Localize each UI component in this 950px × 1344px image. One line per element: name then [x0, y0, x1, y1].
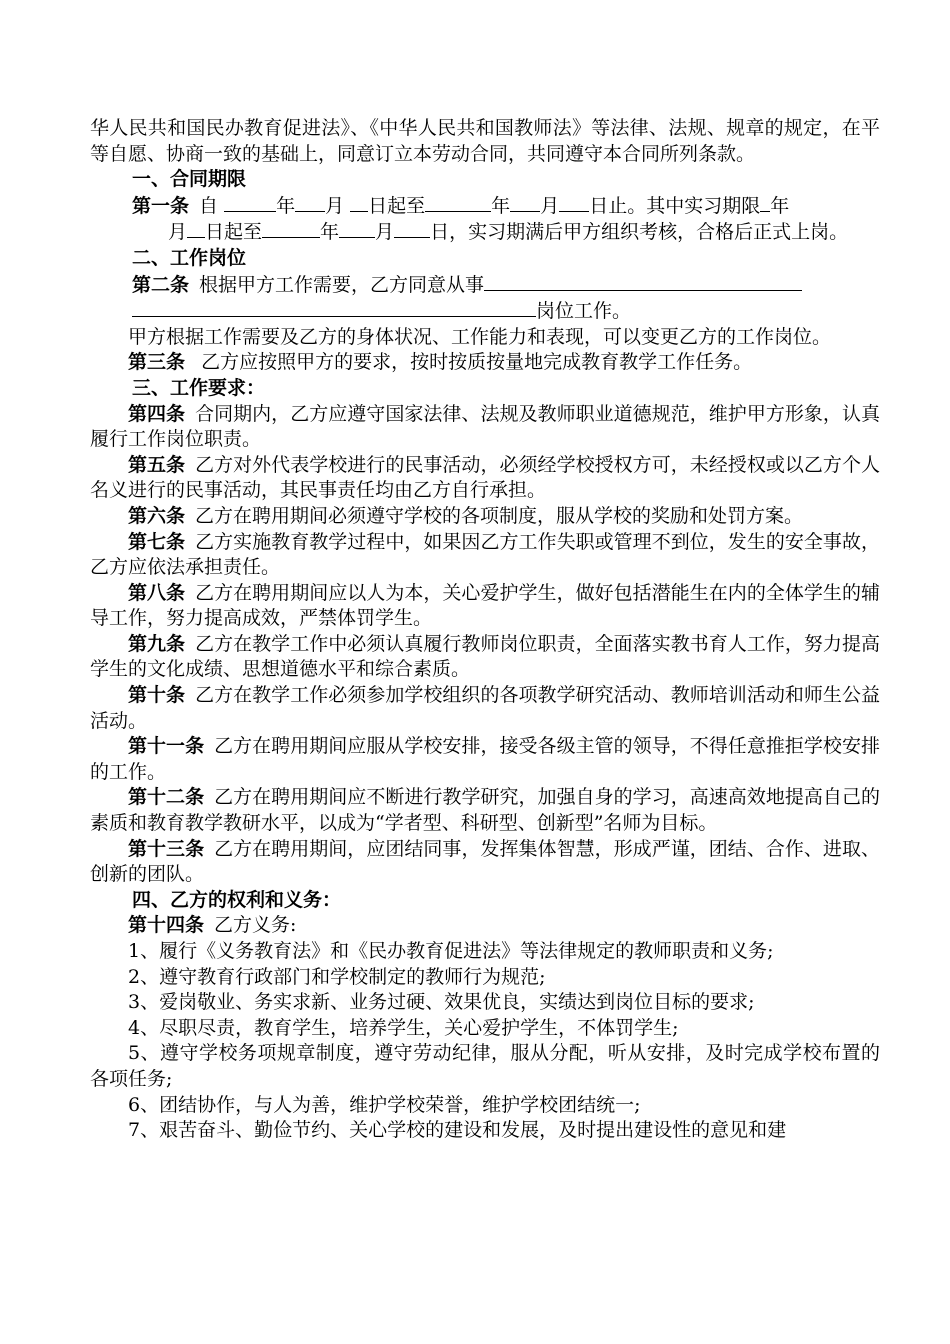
document-page [90, 116, 880, 1144]
article-11-label: 第十一条 [128, 735, 205, 758]
article-13-text: 乙方在聘用期间，应团结同事，发挥集体智慧，形成严谨，团结、合作、进取、创新的团队。 [90, 837, 880, 886]
article-6-text: 乙方在聘用期间必须遵守学校的各项制度，服从学校的奖励和处罚方案。 [195, 504, 804, 527]
duty-item: 2、遵守教育行政部门和学校制定的教师行为规范; [128, 965, 546, 988]
article-1-text-3: 月 [325, 194, 345, 217]
article-2 [90, 272, 880, 325]
article-12-label: 第十二条 [128, 786, 205, 809]
article-1-text-6: 月 [540, 194, 560, 217]
article-3 [90, 350, 880, 376]
article-3-label: 第三条 [128, 351, 186, 374]
article-2-label: 第二条 [132, 273, 190, 296]
duty-item: 7、艰苦奋斗、勤俭节约、关心学校的建设和发展，及时提出建设性的意见和建 [128, 1119, 787, 1142]
article-13-label: 第十三条 [128, 837, 205, 860]
duty-item: 3、爱岗敬业、务实求新、业务过硬、效果优良，实绩达到岗位目标的要求; [128, 991, 755, 1014]
article-9 [90, 632, 880, 683]
blank-end-year[interactable] [425, 193, 491, 212]
article-1-text-1: 自 [199, 194, 219, 217]
blank-start-month[interactable] [295, 193, 325, 212]
duty-item: 1、履行《义务教育法》和《民办教育促进法》等法律规定的教师职责和义务; [128, 940, 774, 962]
article-5-text: 乙方对外代表学校进行的民事活动，必须经学校授权方可，未经授权或以乙方个人名义进行的民事活动，其民事责任均由乙方自行承担。 [90, 453, 880, 502]
article-7 [90, 530, 880, 581]
article-1-text-8: 年 [770, 194, 790, 217]
article-4-text: 合同期内，乙方应遵守国家法律、法规及教师职业道德规范，维护甲方形象，认真履行工作岗位职责。 [90, 402, 880, 451]
article-10 [90, 683, 880, 734]
article-5 [90, 453, 880, 504]
article-13 [90, 837, 880, 888]
article-10-label: 第十条 [128, 684, 186, 707]
duty-item: 4、尽职尽责，教育学生，培养学生，关心爱护学生，不体罚学生; [128, 1016, 679, 1039]
article-1-text-11: 年 [320, 221, 340, 244]
article-14 [90, 913, 880, 939]
article-11-text: 乙方在聘用期间应服从学校安排，接受各级主管的领导，不得任意推拒学校安排的工作。 [90, 735, 880, 783]
blank-probation-end-day[interactable] [394, 219, 430, 238]
article-1-text-13: 日，实习期满后甲方组织考核，合格后正式上岗。 [430, 221, 849, 244]
article-2-text-2: 岗位工作。 [536, 300, 632, 323]
article-1-text-5: 年 [491, 194, 511, 217]
section-heading-requirements: 三、工作要求： [132, 376, 266, 399]
article-1-text-10: 日起至 [205, 221, 263, 244]
blank-position-1[interactable] [484, 272, 802, 291]
section-heading-rights-duties: 四、乙方的权利和义务： [132, 888, 342, 911]
article-1-label: 第一条 [132, 194, 190, 217]
article-9-label: 第九条 [128, 632, 186, 655]
article-12 [90, 785, 880, 836]
article-4-label: 第四条 [128, 402, 186, 425]
article-7-text: 乙方实施教育教学过程中，如果因乙方工作失职或管理不到位，发生的安全事故，乙方应依法承担责任。 [90, 530, 880, 579]
article-8 [90, 581, 880, 632]
article-8-text: 乙方在聘用期间应以人为本，关心爱护学生，做好包括潜能生在内的全体学生的辅导工作，努力提高成效，严禁体罚学生。 [90, 581, 880, 630]
article-1-text-4: 日起至 [368, 194, 426, 217]
article-1-continuation [132, 219, 880, 246]
article-1-text-9: 月 [168, 221, 188, 244]
article-1-text-2: 年 [276, 194, 296, 217]
article-12-text: 乙方在聘用期间应不断进行教学研究，加强自身的学习，高速高效地提高自己的素质和教育教学教研水平，以成为“学者型、科研型、创新型”名师为目标。 [90, 786, 880, 835]
article-1 [90, 193, 880, 246]
article-14-text: 乙方义务: [214, 914, 297, 937]
position-change-paragraph: 甲方根据工作需要及乙方的身体状况、工作能力和表现，可以变更乙方的工作岗位。 [128, 325, 832, 348]
article-6 [90, 504, 880, 530]
article-1-text-12: 月 [375, 221, 395, 244]
blank-probation-end-year[interactable] [262, 219, 320, 238]
article-11 [90, 734, 880, 785]
section-heading-position: 二、工作岗位 [132, 246, 247, 269]
article-5-label: 第五条 [128, 453, 186, 476]
duty-item: 5、遵守学校务项规章制度，遵守劳动纪律，服从分配，听从安排，及时完成学校布置的各项任务; [90, 1042, 880, 1090]
blank-probation-year[interactable] [760, 193, 770, 212]
blank-start-day[interactable] [350, 193, 368, 212]
blank-end-month[interactable] [510, 193, 540, 212]
blank-position-2[interactable] [132, 298, 536, 317]
article-4 [90, 402, 880, 453]
article-3-text: 乙方应按照甲方的要求，按时按质按量地完成教育教学工作任务。 [201, 351, 753, 374]
blank-probation-end-month[interactable] [339, 219, 375, 238]
article-10-text: 乙方在教学工作必须参加学校组织的各项教学研究活动、教师培训活动和师生公益活动。 [90, 684, 880, 732]
article-8-label: 第八条 [128, 581, 186, 604]
blank-end-day[interactable] [559, 193, 589, 212]
blank-start-year[interactable] [224, 193, 276, 212]
article-6-label: 第六条 [128, 504, 186, 527]
blank-probation-day[interactable] [187, 219, 205, 238]
duty-item: 6、团结协作，与人为善，维护学校荣誉，维护学校团结统一; [128, 1093, 641, 1116]
intro-paragraph: 华人民共和国民办教育促进法》、《中华人民共和国教师法》等法律、法规、规章的规定，在平等自愿、协商一致的基础上，同意订立本劳动合同，共同遵守本合同所列条款。 [90, 117, 880, 165]
article-7-label: 第七条 [128, 530, 186, 553]
section-heading-term: 一、合同期限 [132, 168, 247, 191]
article-2-text-1: 根据甲方工作需要，乙方同意从事 [199, 273, 485, 296]
article-14-label: 第十四条 [128, 914, 205, 937]
article-1-text-7: 日止。其中实习期限 [589, 194, 761, 217]
article-9-text: 乙方在教学工作中必须认真履行教师岗位职责，全面落实教书育人工作，努力提高学生的文化成绩、思想道德水平和综合素质。 [90, 632, 880, 681]
